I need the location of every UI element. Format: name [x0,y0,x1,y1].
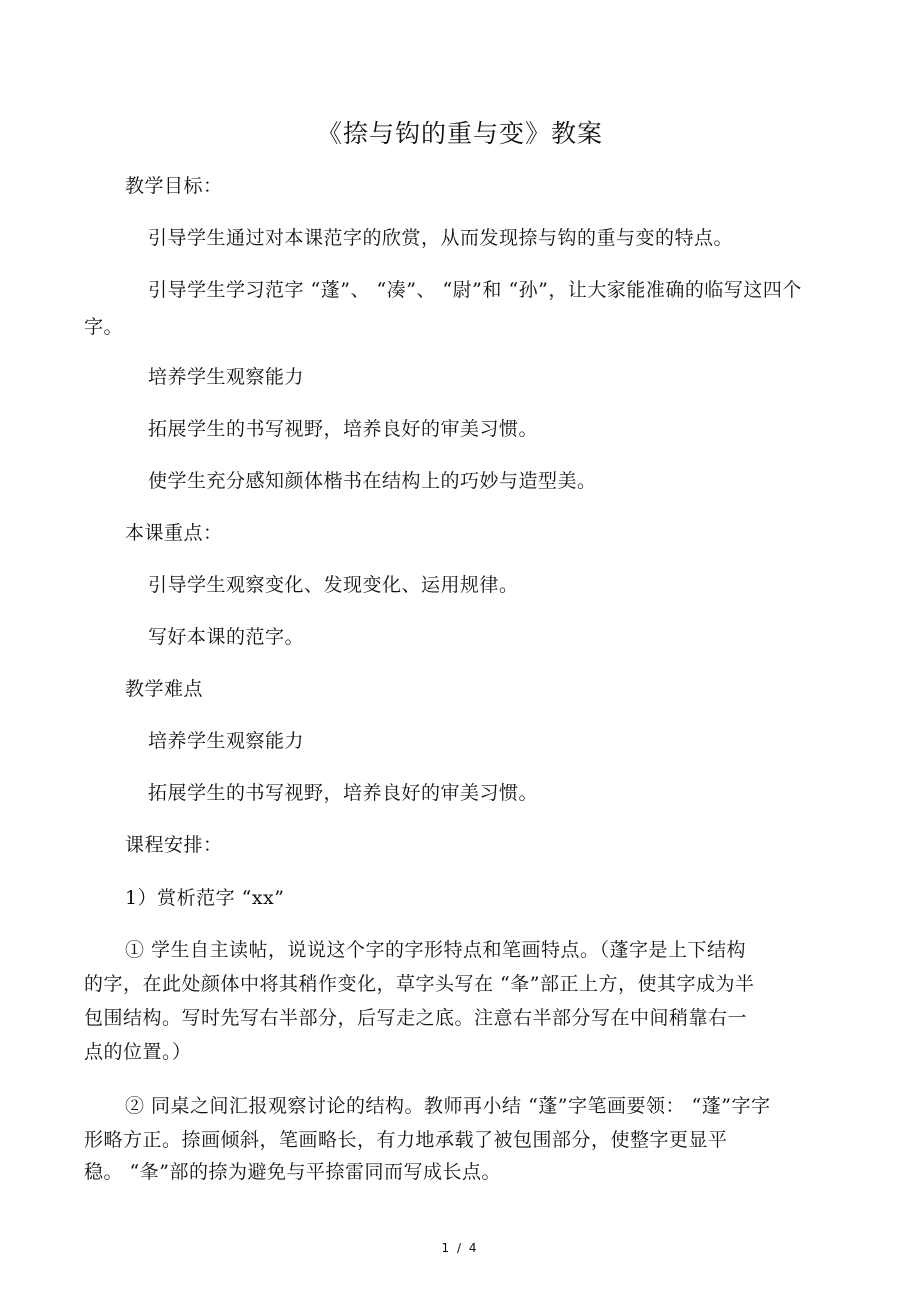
paragraph-line: 写好本课的范字。 [148,626,305,648]
document-title: 《捺与钩的重与变》教案 [316,119,603,148]
paragraph-line: 引导学生学习范字 “蓬”、 “凑”、 “尉”和 “孙”，让大家能准确的临写这四个 [148,279,802,301]
paragraph-line: 点的位置。） [84,1041,192,1063]
paragraph-line: 1）赏析范字 “xx” [125,887,285,909]
paragraph-line: 引导学生观察变化、发现变化、运用规律。 [148,574,519,596]
heading-schedule: 课程安排： [125,834,223,856]
paragraph-line: 拓展学生的书写视野，培养良好的审美习惯。 [148,418,539,440]
heading-key-points: 本课重点： [125,522,223,544]
heading-difficulties: 教学难点 [125,678,204,700]
paragraph-line: 形略方正。捺画倾斜，笔画略长，有力地承载了被包围部分，使整字更显平 [84,1129,728,1151]
heading-teaching-goals: 教学目标： [125,175,223,197]
paragraph-line: 使学生充分感知颜体楷书在结构上的巧妙与造型美。 [148,470,597,492]
paragraph-line: 培养学生观察能力 [148,366,305,388]
paragraph-line: ① 学生自主读帖，说说这个字的字形特点和笔画特点。（蓬字是上下结构 [125,939,747,961]
paragraph-line: 培养学生观察能力 [148,730,305,752]
paragraph-line: ② 同桌之间汇报观察讨论的结构。教师再小结 “蓬”字笔画要领： “蓬”字字 [125,1095,771,1117]
paragraph-line: 的字，在此处颜体中将其稍作变化，草字头写在 “夆”部正上方，使其字成为半 [84,973,755,995]
paragraph-line: 引导学生通过对本课范字的欣赏，从而发现捺与钩的重与变的特点。 [148,227,734,249]
page-number: 1 / 4 [441,1241,479,1255]
paragraph-line: 稳。 “夆”部的捺为避免与平捺雷同而写成长点。 [84,1161,501,1183]
paragraph-line: 拓展学生的书写视野，培养良好的审美习惯。 [148,782,539,804]
paragraph-line: 包围结构。写时先写右半部分，后写走之底。注意右半部分写在中间稍靠右一 [84,1007,748,1029]
paragraph-line: 字。 [84,316,124,338]
